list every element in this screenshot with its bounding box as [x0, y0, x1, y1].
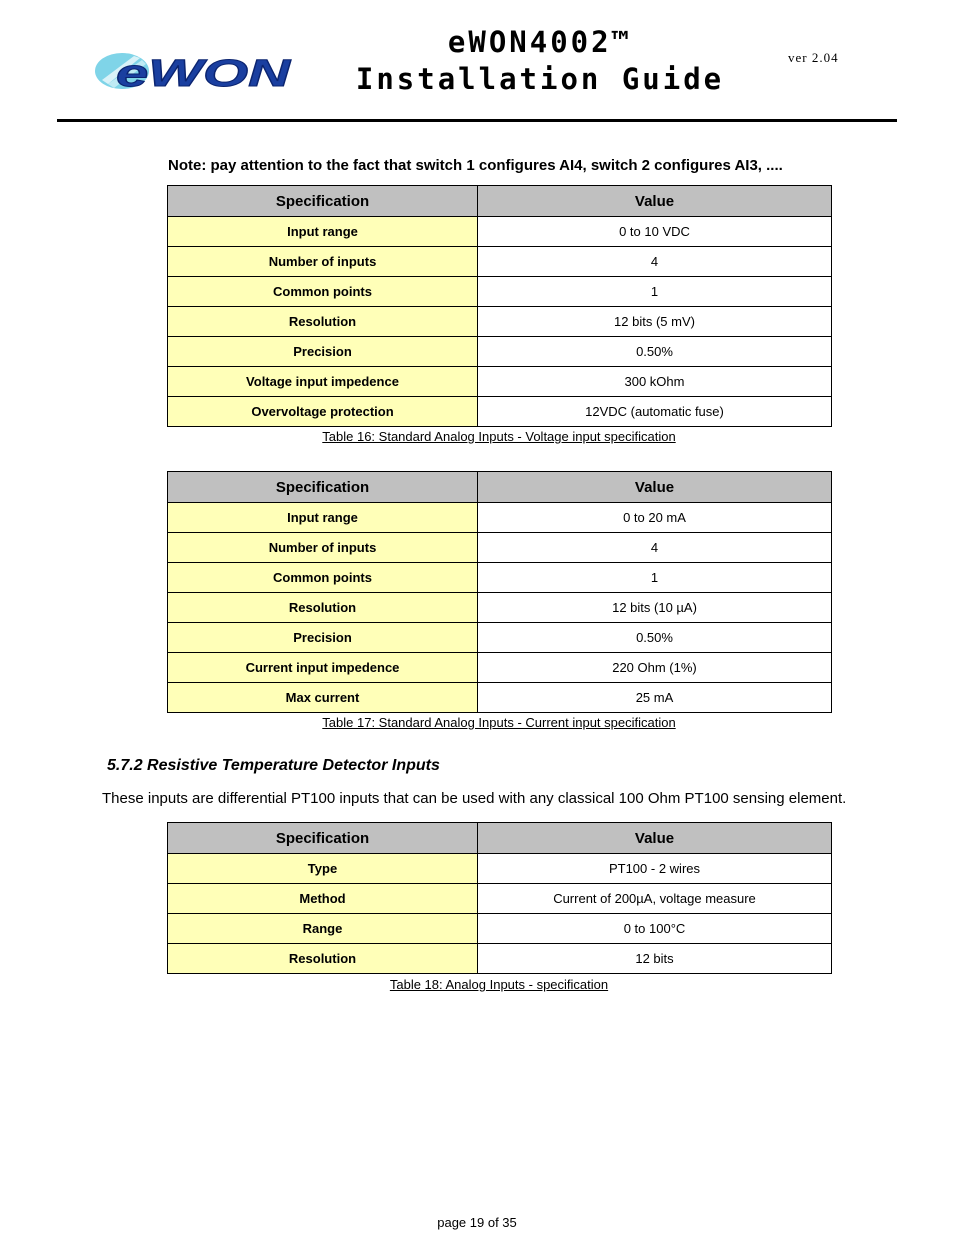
ewon-logo [94, 50, 294, 92]
spec-table-voltage [167, 185, 832, 427]
table-row [168, 307, 832, 337]
spec-name-cell: Number of inputs [168, 533, 478, 563]
spec-value-cell: 12 bits [478, 944, 832, 974]
table-row [168, 854, 832, 884]
spec-value-cell: 12 bits (10 µA) [478, 593, 832, 623]
spec-name-cell: Resolution [168, 944, 478, 974]
spec-value-cell: 0 to 100°C [478, 914, 832, 944]
table-row [168, 397, 832, 427]
table-row [168, 563, 832, 593]
table-row [168, 593, 832, 623]
spec-name-cell: Resolution [168, 593, 478, 623]
spec-name-cell: Method [168, 884, 478, 914]
spec-value-cell: 4 [478, 533, 832, 563]
spec-table-current [167, 471, 832, 713]
spec-value-cell: 12VDC (automatic fuse) [478, 397, 832, 427]
spec-value-cell: 1 [478, 277, 832, 307]
document-title [340, 24, 740, 98]
column-header-value: Value [478, 823, 832, 854]
spec-table-rtd [167, 822, 832, 974]
column-header-value: Value [478, 186, 832, 217]
table-caption-18: Table 18: Analog Inputs - specification [389, 977, 609, 992]
table-row [168, 884, 832, 914]
spec-value-cell: 25 mA [478, 683, 832, 713]
spec-name-cell: Precision [168, 623, 478, 653]
page-number: page 19 of 35 [437, 1215, 517, 1230]
spec-value-cell: 0 to 10 VDC [478, 217, 832, 247]
spec-value-cell: 300 kOhm [478, 367, 832, 397]
section-body: These inputs are differential PT100 inputs that can be used with any classical 100 Ohm PT100 sensing element. [102, 790, 847, 807]
table-caption-17: Table 17: Standard Analog Inputs - Current input specification [322, 715, 676, 730]
table-row [168, 944, 832, 974]
spec-name-cell: Common points [168, 563, 478, 593]
spec-value-cell: 4 [478, 247, 832, 277]
column-header-specification: Specification [168, 823, 478, 854]
spec-value-cell: 0 to 20 mA [478, 503, 832, 533]
spec-value-cell: 12 bits (5 mV) [478, 307, 832, 337]
spec-name-cell: Input range [168, 503, 478, 533]
spec-name-cell: Precision [168, 337, 478, 367]
table-row [168, 247, 832, 277]
table-header-row [168, 472, 832, 503]
column-header-specification: Specification [168, 186, 478, 217]
spec-name-cell: Voltage input impedence [168, 367, 478, 397]
spec-name-cell: Number of inputs [168, 247, 478, 277]
spec-name-cell: Overvoltage protection [168, 397, 478, 427]
spec-value-cell: 0.50% [478, 623, 832, 653]
table-header-row [168, 186, 832, 217]
switch-note: Note: pay attention to the fact that switch 1 configures AI4, switch 2 configures AI3, .... [168, 157, 783, 174]
spec-name-cell: Input range [168, 217, 478, 247]
spec-name-cell: Resolution [168, 307, 478, 337]
column-header-value: Value [478, 472, 832, 503]
spec-name-cell: Common points [168, 277, 478, 307]
table-row [168, 217, 832, 247]
table-row [168, 653, 832, 683]
table-caption-16: Table 16: Standard Analog Inputs - Voltage input specification [322, 429, 676, 444]
title-line-1: eWON4002™ [447, 25, 633, 59]
table-row [168, 277, 832, 307]
table-row [168, 367, 832, 397]
spec-value-cell: PT100 - 2 wires [478, 854, 832, 884]
spec-value-cell: Current of 200µA, voltage measure [478, 884, 832, 914]
logo-wordmark: eWON [116, 53, 293, 92]
spec-name-cell: Type [168, 854, 478, 884]
header-divider [57, 119, 897, 122]
table-row [168, 533, 832, 563]
table-header-row [168, 823, 832, 854]
spec-value-cell: 0.50% [478, 337, 832, 367]
table-row [168, 623, 832, 653]
spec-value-cell: 1 [478, 563, 832, 593]
table-row [168, 503, 832, 533]
column-header-specification: Specification [168, 472, 478, 503]
table-row [168, 683, 832, 713]
table-row [168, 914, 832, 944]
spec-name-cell: Range [168, 914, 478, 944]
table-row [168, 337, 832, 367]
version-label: ver 2.04 [788, 50, 839, 65]
spec-name-cell: Current input impedence [168, 653, 478, 683]
spec-value-cell: 220 Ohm (1%) [478, 653, 832, 683]
section-heading: 5.7.2 Resistive Temperature Detector Inputs [107, 757, 440, 774]
title-line-2: Installation Guide [355, 62, 725, 96]
spec-name-cell: Max current [168, 683, 478, 713]
